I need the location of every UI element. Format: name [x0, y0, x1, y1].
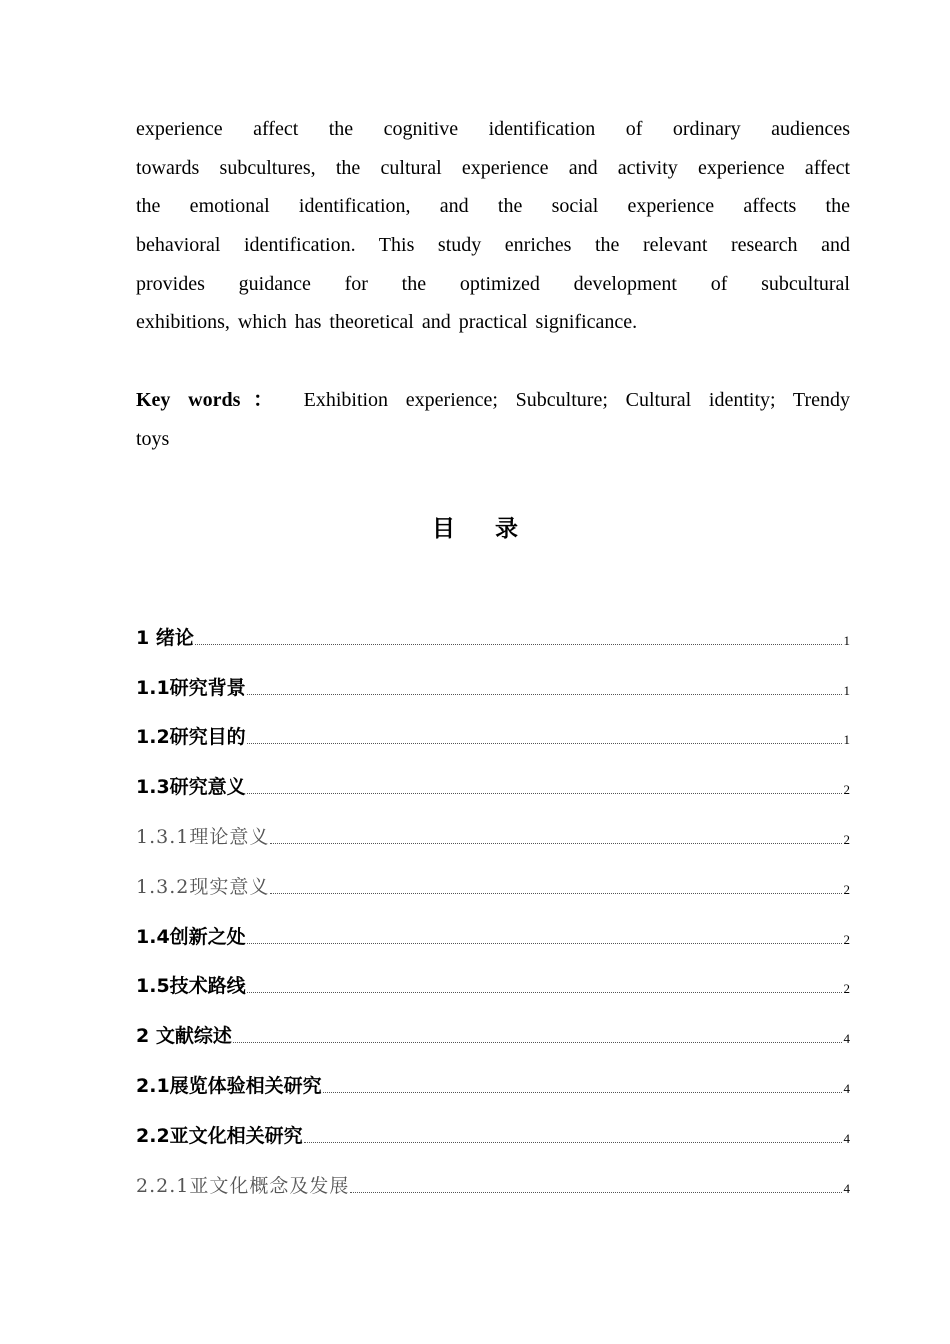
- toc-entry[interactable]: [136, 799, 850, 849]
- table-of-contents: [136, 600, 850, 1198]
- toc-page-number: 1: [843, 682, 850, 698]
- toc-leader-dots: [247, 793, 842, 794]
- toc-entry[interactable]: [136, 650, 850, 700]
- toc-page-number: 2: [843, 881, 850, 897]
- toc-leader-dots: [247, 694, 842, 695]
- abstract-line: behavioral identification. This study enriches the relevant research and: [136, 234, 850, 257]
- toc-title: 目录: [432, 516, 558, 542]
- toc-entry[interactable]: [136, 899, 850, 949]
- toc-page-number: 4: [843, 1031, 850, 1047]
- toc-entry[interactable]: [136, 1098, 850, 1148]
- toc-leader-dots: [233, 1042, 842, 1043]
- toc-entry-label: 1.3.2现实意义: [136, 875, 270, 898]
- toc-entry[interactable]: [136, 998, 850, 1048]
- abstract-line: the emotional identification, and the social experience affects the: [136, 195, 850, 218]
- toc-leader-dots: [247, 743, 842, 744]
- toc-entry-label: 2.2亚文化相关研究: [136, 1124, 303, 1147]
- toc-page-number: 2: [843, 931, 850, 947]
- toc-entry[interactable]: [136, 1148, 850, 1198]
- toc-leader-dots: [195, 644, 842, 645]
- toc-entry-label: 1.3研究意义: [136, 776, 246, 799]
- toc-entry-label: 2 文献综述: [136, 1025, 232, 1048]
- toc-entry-label: 1.2研究目的: [136, 726, 246, 749]
- toc-page-number: 1: [843, 732, 850, 748]
- toc-page-number: 4: [843, 1180, 850, 1196]
- toc-leader-dots: [323, 1092, 842, 1093]
- toc-entry-label: 1.3.1理论意义: [136, 825, 270, 848]
- toc-entry[interactable]: [136, 600, 850, 650]
- toc-entry-label: 1.5技术路线: [136, 975, 246, 998]
- toc-entry[interactable]: [136, 700, 850, 750]
- toc-leader-dots: [270, 843, 841, 844]
- keywords-text-cont: toys: [136, 427, 170, 450]
- toc-leader-dots: [304, 1142, 842, 1143]
- abstract-line: towards subcultures, the cultural experience and activity experience affect: [136, 156, 850, 179]
- toc-leader-dots: [270, 893, 841, 894]
- toc-page-number: 1: [843, 632, 850, 648]
- keywords-text: Exhibition experience; Subculture; Cultural identity; Trendy: [303, 389, 850, 411]
- keywords-label: Key words：: [136, 389, 286, 411]
- toc-entry-label: 1.1研究背景: [136, 676, 246, 699]
- toc-leader-dots: [350, 1192, 841, 1193]
- toc-page-number: 2: [843, 831, 850, 847]
- abstract-line: exhibitions, which has theoretical and practical significance.: [136, 311, 638, 334]
- keywords: [136, 381, 850, 458]
- toc-entry-label: 1 绪论: [136, 626, 194, 649]
- toc-page-number: 4: [843, 1080, 850, 1096]
- toc-page-number: 2: [843, 782, 850, 798]
- toc-leader-dots: [247, 943, 842, 944]
- abstract-line: experience affect the cognitive identification of ordinary audiences: [136, 118, 850, 140]
- toc-entry[interactable]: [136, 849, 850, 899]
- abstract-line: provides guidance for the optimized development of subcultural: [136, 272, 850, 295]
- toc-leader-dots: [247, 992, 842, 993]
- toc-page-number: 2: [843, 981, 850, 997]
- toc-entry-label: 1.4创新之处: [136, 925, 246, 948]
- toc-entry-label: 2.2.1亚文化概念及发展: [136, 1174, 350, 1197]
- toc-entry[interactable]: [136, 949, 850, 999]
- toc-page-number: 4: [843, 1130, 850, 1146]
- abstract-paragraph: [136, 110, 850, 342]
- toc-entry[interactable]: [136, 749, 850, 799]
- toc-entry-label: 2.1展览体验相关研究: [136, 1074, 322, 1097]
- toc-entry[interactable]: [136, 1048, 850, 1098]
